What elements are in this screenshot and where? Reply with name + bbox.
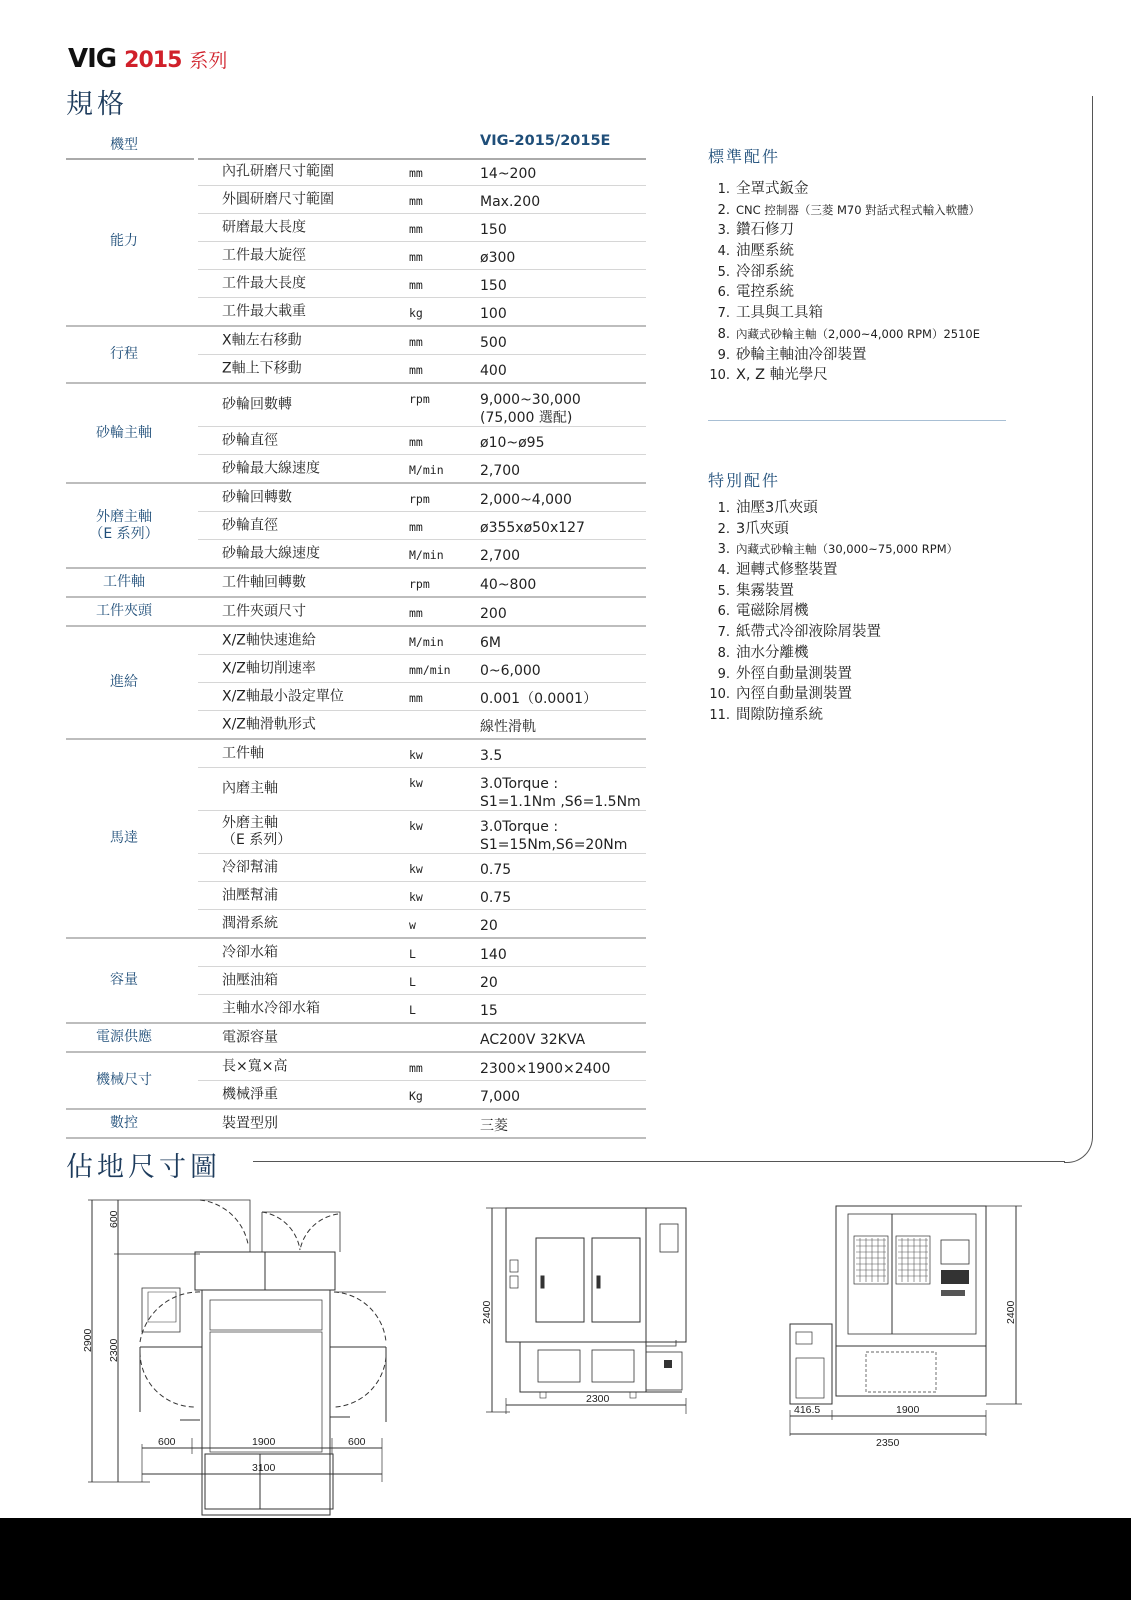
accessory-number: 3. (717, 542, 730, 558)
spec-value: 400 (480, 363, 507, 379)
accessory-item (700, 581, 958, 602)
spec-group-category: 數控 (110, 1115, 138, 1131)
spec-name: 工件軸 (222, 745, 264, 761)
spec-row (198, 569, 646, 596)
spec-name: 砂輪直徑 (222, 517, 278, 533)
spec-row (198, 186, 646, 214)
spec-unit: rpm (409, 492, 430, 506)
spec-row (198, 484, 646, 512)
accessory-number: 4. (717, 244, 730, 260)
spec-name: X/Z軸切削速率 (222, 660, 316, 676)
spec-row (198, 1110, 646, 1137)
spec-name: 機械淨重 (222, 1086, 278, 1102)
accessory-item (700, 200, 980, 221)
spec-row (198, 711, 646, 738)
spec-unit: mm (409, 194, 423, 208)
spec-name: 主軸水冷卻水箱 (222, 1000, 320, 1016)
spec-value: 3.5 (480, 748, 503, 764)
spec-unit: w (409, 918, 416, 932)
accessory-item (700, 560, 958, 581)
spec-value: 0.75 (480, 862, 512, 878)
spec-row (198, 655, 646, 683)
accessory-label: 全罩式鈑金 (736, 181, 809, 197)
spec-row (198, 427, 646, 455)
accessory-label: 冷卻系統 (736, 263, 794, 280)
accessory-label: 油壓3爪夾頭 (736, 500, 818, 516)
spec-row (198, 540, 646, 567)
spec-name: Z軸上下移動 (222, 360, 302, 376)
spec-name: 工件最大旋徑 (222, 247, 306, 263)
brand-model: VIG (68, 44, 117, 74)
spec-group-category: 容量 (110, 972, 138, 988)
spec-group (66, 569, 646, 598)
spec-unit: L (409, 1003, 416, 1017)
accessory-item (700, 303, 980, 324)
spec-row (198, 598, 646, 625)
spec-group (66, 484, 646, 569)
spec-group (66, 740, 646, 939)
spec-name: 工件最大長度 (222, 275, 306, 291)
accessory-item (700, 241, 980, 262)
spec-name: 內磨主軸 (222, 780, 278, 797)
accessory-number: 1. (717, 501, 730, 516)
spec-value: 三菱 (480, 1118, 508, 1134)
accessory-label: 集霧裝置 (736, 582, 794, 599)
spec-value: 0~6,000 (480, 663, 541, 679)
accessory-label: X, Z 軸光學尺 (736, 367, 828, 384)
accessory-label: 鑽石修刀 (736, 222, 794, 239)
spec-unit: mm (409, 222, 423, 236)
spec-unit: kg (409, 306, 423, 320)
spec-table (66, 128, 646, 1139)
floor-plan-side-view (786, 1200, 1036, 1480)
accessory-item (700, 705, 958, 726)
spec-group (66, 1053, 646, 1110)
spec-row (198, 158, 646, 186)
spec-unit: mm (409, 606, 423, 620)
spec-group (66, 1110, 646, 1139)
accessory-item (700, 643, 958, 664)
spec-unit: mm/min (409, 663, 451, 677)
spec-value: AC200V 32KVA (480, 1032, 586, 1048)
top-dim-2300: 2300 (108, 1338, 120, 1362)
accessory-label: 迴轉式修整裝置 (736, 562, 838, 579)
spec-value: 6M (480, 635, 501, 651)
spec-unit: mm (409, 435, 423, 449)
spec-name: 電源容量 (222, 1029, 278, 1045)
accessory-number: 1. (717, 182, 730, 197)
spec-group (66, 1024, 646, 1053)
spec-unit: mm (409, 250, 423, 264)
accessories-divider (708, 420, 1006, 421)
accessory-number: 7. (717, 625, 730, 641)
spec-unit: L (409, 975, 416, 989)
spec-group (66, 598, 646, 627)
floor-plan-top-view (80, 1192, 410, 1492)
spec-value: 2,700 (480, 463, 521, 479)
side-dim-416-5: 416.5 (794, 1404, 821, 1416)
spec-unit: kw (409, 862, 423, 876)
accessory-number: 3. (717, 223, 730, 239)
accessory-number: 2. (717, 202, 730, 218)
spec-group (66, 327, 646, 384)
spec-value: 2300×1900×2400 (480, 1061, 611, 1077)
spec-value: 150 (480, 278, 507, 294)
accessory-number: 7. (717, 306, 730, 322)
spec-unit: kw (409, 748, 423, 762)
accessory-number: 5. (717, 264, 730, 280)
spec-unit: mm (409, 691, 423, 705)
spec-name: 砂輪最大線速度 (222, 545, 320, 561)
accessory-label: 內藏式砂輪主軸（30,000~75,000 RPM） (736, 542, 959, 557)
spec-value: 0.75 (480, 890, 512, 906)
spec-group-category: 進給 (110, 674, 138, 690)
spec-unit: M/min (409, 635, 444, 649)
spec-row (198, 910, 646, 937)
spec-value: 線性滑軌 (480, 719, 536, 735)
spec-name: 冷卻幫浦 (222, 859, 278, 875)
spec-name: 工件最大載重 (222, 303, 306, 319)
optional-accessories-title: 特別配件 (708, 471, 781, 490)
accessory-number: 10. (709, 368, 730, 384)
accessory-item (700, 282, 980, 303)
spec-unit: rpm (409, 577, 430, 591)
accessory-item (700, 324, 980, 345)
top-dim-3100: 3100 (252, 1462, 276, 1474)
standard-accessories-list (700, 179, 980, 386)
bottom-bar (0, 1518, 1131, 1600)
spec-name: 砂輪最大線速度 (222, 460, 320, 476)
spec-groups (66, 158, 646, 1139)
spec-row (198, 1081, 646, 1108)
top-dim-1900: 1900 (252, 1436, 276, 1448)
accessory-number: 5. (717, 583, 730, 599)
accessory-label: 內徑自動量測裝置 (736, 686, 852, 703)
spec-value: 15 (480, 1003, 498, 1019)
spec-row (198, 995, 646, 1022)
spec-value: 3.0Torque : S1=15Nm,S6=20Nm (480, 819, 628, 853)
accessory-item (700, 684, 958, 705)
accessory-label: 油壓系統 (736, 243, 794, 260)
spec-value: 40~800 (480, 577, 537, 593)
accessory-label: 間隙防撞系統 (736, 706, 823, 723)
accessory-number: 8. (717, 326, 730, 342)
floor-plan-title: 佔地尺寸圖 (66, 1152, 221, 1183)
brand-series: 系列 (189, 50, 228, 72)
accessory-item (700, 262, 980, 283)
accessory-label: 內藏式砂輪主軸（2,000~4,000 RPM）2510E (736, 326, 981, 341)
spec-unit: M/min (409, 548, 444, 562)
spec-value: 2,000~4,000 (480, 492, 572, 508)
accessory-label: 工具與工具箱 (736, 305, 823, 322)
spec-name: 砂輪回轉數 (222, 489, 292, 505)
accessory-item (700, 622, 958, 643)
spec-value: 100 (480, 306, 507, 322)
spec-header (66, 128, 646, 158)
spec-name: 裝置型別 (222, 1115, 278, 1131)
spec-group (66, 939, 646, 1024)
floor-plan-rule (253, 1161, 1065, 1162)
spec-name: X/Z軸最小設定單位 (222, 688, 344, 704)
spec-row (198, 854, 646, 882)
accessory-item (700, 179, 980, 200)
accessory-number: 9. (717, 666, 730, 682)
frame-corner (1064, 1134, 1093, 1163)
accessory-number: 10. (709, 687, 730, 703)
accessory-label: 砂輪主軸油冷卻裝置 (736, 346, 867, 363)
spec-unit: Kg (409, 1089, 423, 1103)
spec-row (198, 214, 646, 242)
spec-row (198, 768, 646, 811)
spec-name: 砂輪回數轉 (222, 396, 292, 413)
spec-unit: rpm (409, 392, 430, 406)
spec-group-category: 能力 (110, 233, 138, 249)
spec-value: ø300 (480, 250, 516, 266)
spec-name: 油壓油箱 (222, 972, 278, 988)
optional-accessories-list (700, 498, 958, 726)
brand-number: 2015 (124, 48, 182, 73)
spec-unit: mm (409, 278, 423, 292)
spec-row (198, 683, 646, 711)
accessory-number: 8. (717, 645, 730, 661)
spec-unit: kw (409, 819, 423, 833)
brand-logo (68, 44, 227, 74)
accessory-item (700, 601, 958, 622)
accessory-label: 電控系統 (736, 284, 794, 301)
spec-group-category: 砂輪主軸 (96, 424, 152, 441)
spec-value: 7,000 (480, 1089, 521, 1105)
spec-value: 20 (480, 975, 498, 991)
accessory-item (700, 539, 958, 560)
spec-value: 200 (480, 606, 507, 622)
spec-value: ø10~ø95 (480, 435, 545, 451)
spec-unit: kw (409, 890, 423, 904)
spec-name: 潤滑系統 (222, 915, 278, 931)
spec-group-category: 電源供應 (96, 1029, 152, 1045)
spec-name: X軸左右移動 (222, 332, 302, 348)
accessory-label: 電磁除屑機 (736, 603, 809, 620)
front-dim-2400: 2400 (481, 1300, 493, 1324)
spec-row (198, 967, 646, 995)
accessory-item (700, 664, 958, 685)
spec-value: 150 (480, 222, 507, 238)
accessory-item (700, 345, 980, 366)
spec-group-category: 機械尺寸 (96, 1072, 152, 1088)
spec-value: 3.0Torque : S1=1.1Nm ,S6=1.5Nm (480, 776, 641, 810)
front-dim-2300: 2300 (586, 1393, 610, 1405)
accessory-item (700, 220, 980, 241)
spec-name: 冷卻水箱 (222, 944, 278, 960)
spec-value: 2,700 (480, 548, 521, 564)
spec-name: X/Z軸快速進給 (222, 632, 316, 648)
spec-group-category: 馬達 (110, 830, 138, 846)
standard-accessories-title: 標準配件 (708, 147, 781, 166)
spec-value: 20 (480, 918, 498, 934)
spec-header-model: VIG-2015/2015E (480, 133, 611, 149)
spec-name: 油壓幫浦 (222, 887, 278, 903)
spec-row (198, 811, 646, 854)
spec-unit: mm (409, 520, 423, 534)
top-dim-600-c: 600 (348, 1436, 366, 1448)
spec-unit: kw (409, 776, 423, 790)
side-dim-1900: 1900 (896, 1404, 920, 1416)
accessory-number: 4. (717, 563, 730, 579)
spec-row (198, 355, 646, 382)
spec-value: 140 (480, 947, 507, 963)
floor-plan-front-view (480, 1200, 720, 1450)
accessory-number: 11. (709, 707, 730, 723)
spec-group-category: 工件夾頭 (96, 603, 152, 619)
spec-row (198, 327, 646, 355)
accessory-number: 6. (717, 604, 730, 620)
spec-value: 14~200 (480, 166, 537, 182)
accessory-number: 2. (717, 521, 730, 537)
spec-name: X/Z軸滑軌形式 (222, 716, 316, 732)
spec-title: 規格 (66, 89, 128, 120)
spec-row (198, 242, 646, 270)
spec-unit: mm (409, 166, 423, 180)
accessory-label: CNC 控制器（三菱 M70 對話式程式輸入軟體） (736, 202, 981, 217)
spec-name: 內孔研磨尺寸範圍 (222, 163, 334, 179)
top-dim-600-a: 600 (108, 1210, 120, 1228)
spec-value: 500 (480, 335, 507, 351)
top-dim-600-b: 600 (158, 1436, 176, 1448)
accessory-item (700, 519, 958, 540)
spec-name: 砂輪直徑 (222, 432, 278, 448)
spec-group-category: 外磨主軸 （E 系列） (89, 508, 159, 542)
spec-unit: L (409, 947, 416, 961)
side-dim-2400: 2400 (1005, 1300, 1017, 1324)
spec-row (198, 270, 646, 298)
spec-group (66, 627, 646, 740)
spec-name: 工件軸回轉數 (222, 574, 306, 590)
spec-unit: M/min (409, 463, 444, 477)
spec-value: 0.001（0.0001） (480, 691, 598, 707)
accessory-label: 3爪夾頭 (736, 520, 789, 537)
spec-row (198, 882, 646, 910)
spec-row (198, 384, 646, 427)
spec-value: Max.200 (480, 194, 541, 210)
spec-row (198, 455, 646, 482)
spec-row (198, 1053, 646, 1081)
spec-unit: mm (409, 335, 423, 349)
spec-row (198, 939, 646, 967)
spec-group (66, 158, 646, 327)
spec-name: 外圓研磨尺寸範圍 (222, 191, 334, 207)
accessory-number: 6. (717, 285, 730, 301)
top-dim-2900: 2900 (82, 1328, 94, 1352)
spec-header-category: 機型 (110, 137, 138, 153)
accessory-label: 外徑自動量測裝置 (736, 665, 852, 682)
spec-group-category: 行程 (110, 346, 138, 362)
accessory-label: 油水分離機 (736, 644, 809, 661)
spec-name: 工件夾頭尺寸 (222, 603, 306, 619)
spec-unit: mm (409, 1061, 423, 1075)
spec-group (66, 384, 646, 484)
accessory-item (700, 498, 958, 519)
frame-line (1092, 96, 1093, 1136)
spec-row (198, 740, 646, 768)
spec-value: ø355xø50x127 (480, 520, 585, 536)
side-dim-2350: 2350 (876, 1437, 900, 1449)
accessory-number: 9. (717, 347, 730, 363)
spec-unit: mm (409, 363, 423, 377)
spec-name: 外磨主軸 （E 系列） (222, 815, 292, 848)
spec-name: 長×寬×高 (222, 1058, 288, 1074)
accessory-label: 紙帶式冷卻液除屑裝置 (736, 624, 881, 641)
spec-group-category: 工件軸 (103, 574, 145, 590)
spec-row (198, 512, 646, 540)
spec-row (198, 298, 646, 325)
spec-row (198, 1024, 646, 1051)
spec-name: 研磨最大長度 (222, 219, 306, 235)
accessory-item (700, 365, 980, 386)
spec-value: 9,000~30,000 (75,000 選配) (480, 392, 581, 426)
spec-row (198, 627, 646, 655)
